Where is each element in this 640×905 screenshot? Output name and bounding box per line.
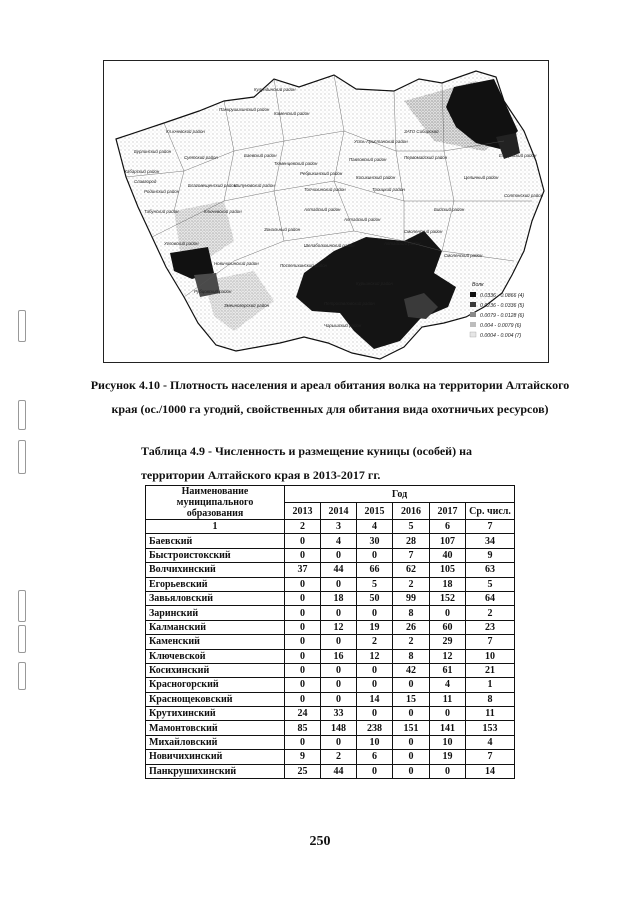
table-row xyxy=(146,534,515,548)
table-row xyxy=(146,750,515,764)
population-value: 7 xyxy=(466,635,515,649)
table-row xyxy=(146,707,515,721)
population-value: 0 xyxy=(285,534,321,548)
population-value: 0 xyxy=(321,577,357,591)
svg-text:Алтайский район: Алтайский район xyxy=(304,207,341,212)
municipality-name: Красногорский xyxy=(146,678,285,692)
population-value: 64 xyxy=(466,591,515,605)
svg-text:Кл.ючевской район: Кл.ючевской район xyxy=(166,129,205,134)
population-value: 4 xyxy=(321,534,357,548)
population-value: 0 xyxy=(393,750,430,764)
population-value: 9 xyxy=(466,548,515,562)
population-value: 5 xyxy=(466,577,515,591)
population-value: 141 xyxy=(430,721,466,735)
population-value: 0 xyxy=(285,548,321,562)
population-value: 21 xyxy=(466,663,515,677)
svg-text:Поспелихинский район: Поспелихинский район xyxy=(280,263,328,268)
figure-caption-line1: Рисунок 4.10 - Плотность населения и ареал обитания волка на территории Алтайского xyxy=(90,378,570,392)
municipality-name: Каменский xyxy=(146,635,285,649)
population-value: 2 xyxy=(357,635,393,649)
col-average: Ср. числ. xyxy=(466,503,515,520)
margin-mark xyxy=(18,400,26,430)
population-value: 2 xyxy=(393,577,430,591)
marten-population-table xyxy=(145,485,515,779)
population-value: 19 xyxy=(357,620,393,634)
table-body xyxy=(146,534,515,779)
table-row xyxy=(146,606,515,620)
municipality-name: Косихинский xyxy=(146,663,285,677)
population-value: 0 xyxy=(285,591,321,605)
legend-swatch-1 xyxy=(470,292,476,297)
table-row xyxy=(146,721,515,735)
population-value: 18 xyxy=(430,577,466,591)
svg-text:Целинный район: Целинный район xyxy=(464,175,499,180)
population-value: 44 xyxy=(321,563,357,577)
population-value: 23 xyxy=(466,620,515,634)
population-value: 238 xyxy=(357,721,393,735)
svg-text:Рубцовский район: Рубцовский район xyxy=(194,289,232,294)
table-row xyxy=(146,591,515,605)
legend-swatch-5 xyxy=(470,332,476,337)
legend-swatch-3 xyxy=(470,312,476,317)
population-value: 24 xyxy=(285,707,321,721)
col-2017: 2017 xyxy=(430,503,466,520)
svg-text:Ключевской район: Ключевской район xyxy=(204,209,242,214)
population-value: 11 xyxy=(430,692,466,706)
svg-text:Табунский район: Табунский район xyxy=(144,209,179,214)
svg-text:Змеиногорский район: Змеиногорский район xyxy=(224,303,270,308)
population-value: 0 xyxy=(285,577,321,591)
population-value: 105 xyxy=(430,563,466,577)
legend-label-3: 0.0079 - 0.0128 (6) xyxy=(480,313,525,319)
population-value: 14 xyxy=(466,764,515,778)
index-cell: 6 xyxy=(430,520,466,534)
table-row xyxy=(146,563,515,577)
population-value: 0 xyxy=(393,678,430,692)
index-row xyxy=(146,520,515,534)
population-value: 0 xyxy=(321,663,357,677)
table-title xyxy=(141,439,561,487)
population-value: 10 xyxy=(466,649,515,663)
svg-text:Алтайский район: Алтайский район xyxy=(384,241,421,246)
municipality-name: Михайловский xyxy=(146,735,285,749)
population-value: 0 xyxy=(321,606,357,620)
municipality-name: Мамонтовский xyxy=(146,721,285,735)
margin-mark xyxy=(18,662,26,690)
svg-text:Новичихинский район: Новичихинский район xyxy=(214,261,259,266)
svg-text:Суетский район: Суетский район xyxy=(184,155,218,160)
population-value: 148 xyxy=(321,721,357,735)
population-value: 2 xyxy=(466,606,515,620)
col-2013: 2013 xyxy=(285,503,321,520)
svg-text:Смоленский район: Смоленский район xyxy=(444,253,483,258)
population-value: 0 xyxy=(321,735,357,749)
population-value: 9 xyxy=(285,750,321,764)
population-value: 0 xyxy=(357,678,393,692)
svg-text:Каменский район: Каменский район xyxy=(274,111,310,116)
population-value: 0 xyxy=(285,678,321,692)
svg-text:ЗАТО Сибирский: ЗАТО Сибирский xyxy=(404,129,439,134)
index-cell: 1 xyxy=(146,520,285,534)
population-value: 2 xyxy=(393,635,430,649)
population-value: 0 xyxy=(357,707,393,721)
population-value: 8 xyxy=(466,692,515,706)
legend-label-5: 0.0004 - 0.004 (7) xyxy=(480,333,522,339)
table-row xyxy=(146,692,515,706)
margin-mark xyxy=(18,440,26,474)
table-row xyxy=(146,548,515,562)
svg-text:Родинский район: Родинский район xyxy=(144,189,180,194)
svg-text:Павловский район: Павловский район xyxy=(349,157,387,162)
population-value: 16 xyxy=(321,649,357,663)
svg-text:Угловский район: Угловский район xyxy=(164,241,199,246)
population-value: 85 xyxy=(285,721,321,735)
svg-text:Троицкий район: Троицкий район xyxy=(372,187,405,192)
population-value: 0 xyxy=(430,764,466,778)
population-value: 0 xyxy=(393,764,430,778)
svg-text:Зональный район: Зональный район xyxy=(264,227,301,232)
svg-text:Косихинский район: Косихинский район xyxy=(356,175,396,180)
population-value: 0 xyxy=(357,764,393,778)
svg-text:Смоленский район: Смоленский район xyxy=(404,229,443,234)
population-value: 0 xyxy=(285,620,321,634)
table-row xyxy=(146,635,515,649)
municipality-name: Новичихинский xyxy=(146,750,285,764)
population-value: 44 xyxy=(321,764,357,778)
municipality-name: Крутихинский xyxy=(146,707,285,721)
population-value: 99 xyxy=(393,591,430,605)
population-value: 4 xyxy=(430,678,466,692)
header-municipality: Наименование муниципального образования xyxy=(146,486,285,520)
population-value: 0 xyxy=(321,548,357,562)
figure-caption-line2: края (ос./1000 га угодий, свойственных для обитания вида охотничьих ресурсов) xyxy=(111,402,549,416)
municipality-name: Краснощековский xyxy=(146,692,285,706)
margin-mark xyxy=(18,590,26,622)
margin-mark xyxy=(18,625,26,653)
svg-text:Шелаболихинский район: Шелаболихинский район xyxy=(304,243,355,248)
legend-label-4: 0.004 - 0.0079 (6) xyxy=(480,323,522,329)
table-row xyxy=(146,663,515,677)
svg-text:Топчихинский район: Топчихинский район xyxy=(304,187,346,192)
svg-text:Ребрихинский район: Ребрихинский район xyxy=(300,171,343,176)
index-cell: 5 xyxy=(393,520,430,534)
population-value: 8 xyxy=(393,649,430,663)
population-value: 12 xyxy=(357,649,393,663)
population-value: 28 xyxy=(393,534,430,548)
municipality-name: Баевский xyxy=(146,534,285,548)
svg-text:Бийский район: Бийский район xyxy=(434,207,465,212)
svg-text:Хабарский район: Хабарский район xyxy=(124,169,160,174)
svg-text:Алтайский район: Алтайский район xyxy=(344,217,381,222)
svg-text:Первомайский район: Первомайский район xyxy=(404,155,448,160)
population-value: 2 xyxy=(321,750,357,764)
table-row xyxy=(146,735,515,749)
municipality-name: Завьяловский xyxy=(146,591,285,605)
table-row xyxy=(146,649,515,663)
population-value: 0 xyxy=(285,663,321,677)
svg-text:Солтонский район: Солтонский район xyxy=(504,193,544,198)
population-value: 30 xyxy=(357,534,393,548)
population-value: 10 xyxy=(357,735,393,749)
wolf-density-map xyxy=(103,60,549,363)
municipality-name: Быстроистокский xyxy=(146,548,285,562)
svg-text:Усть-Пристанский район: Усть-Пристанский район xyxy=(354,139,408,144)
population-value: 0 xyxy=(393,735,430,749)
header-year: Год xyxy=(285,486,515,503)
population-value: 4 xyxy=(466,735,515,749)
svg-text:Бурлинский район: Бурлинский район xyxy=(134,149,172,154)
svg-text:Курьинский район: Курьинский район xyxy=(356,281,393,286)
population-value: 8 xyxy=(393,606,430,620)
svg-text:Панкрушихинский район: Панкрушихинский район xyxy=(219,107,270,112)
population-value: 0 xyxy=(321,692,357,706)
population-value: 29 xyxy=(430,635,466,649)
table-title-line1: Таблица 4.9 - Численность и размещение куницы (особей) на xyxy=(141,444,472,458)
svg-text:Ельцовский район: Ельцовский район xyxy=(499,153,537,158)
population-value: 0 xyxy=(285,606,321,620)
population-value: 26 xyxy=(393,620,430,634)
index-cell: 4 xyxy=(357,520,393,534)
svg-text:Славгород: Славгород xyxy=(134,179,157,184)
population-value: 12 xyxy=(430,649,466,663)
population-value: 153 xyxy=(466,721,515,735)
population-value: 0 xyxy=(430,606,466,620)
svg-text:Тюменцевский район: Тюменцевский район xyxy=(274,161,318,166)
col-2014: 2014 xyxy=(321,503,357,520)
population-value: 0 xyxy=(285,635,321,649)
legend-swatch-4 xyxy=(470,322,476,327)
figure-caption xyxy=(80,373,580,421)
population-value: 0 xyxy=(357,606,393,620)
population-value: 7 xyxy=(393,548,430,562)
municipality-name: Волчихинский xyxy=(146,563,285,577)
population-value: 7 xyxy=(466,750,515,764)
table-row xyxy=(146,764,515,778)
svg-text:Чарышский район: Чарышский район xyxy=(324,323,362,328)
population-value: 0 xyxy=(285,692,321,706)
population-value: 5 xyxy=(357,577,393,591)
legend-label-1: 0.0336 - 0.0866 (4) xyxy=(480,293,525,299)
page-number: 250 xyxy=(309,834,331,849)
index-cell: 3 xyxy=(321,520,357,534)
population-value: 0 xyxy=(321,635,357,649)
municipality-name: Ключевской xyxy=(146,649,285,663)
population-value: 6 xyxy=(357,750,393,764)
svg-text:Благовещенский район: Благовещенский район xyxy=(188,183,237,188)
population-value: 18 xyxy=(321,591,357,605)
svg-text:Петропавловский район: Петропавловский район xyxy=(324,301,375,306)
population-value: 34 xyxy=(466,534,515,548)
index-cell: 7 xyxy=(466,520,515,534)
population-value: 0 xyxy=(321,678,357,692)
population-value: 152 xyxy=(430,591,466,605)
population-value: 0 xyxy=(393,707,430,721)
legend-title: Волк xyxy=(472,282,484,288)
population-value: 0 xyxy=(357,548,393,562)
population-value: 62 xyxy=(393,563,430,577)
population-value: 42 xyxy=(393,663,430,677)
table-row xyxy=(146,577,515,591)
population-value: 12 xyxy=(321,620,357,634)
svg-text:Баевский район: Баевский район xyxy=(244,153,277,158)
index-cell: 2 xyxy=(285,520,321,534)
municipality-name: Панкрушихинский xyxy=(146,764,285,778)
population-value: 15 xyxy=(393,692,430,706)
population-value: 60 xyxy=(430,620,466,634)
svg-text:Кулундинский район: Кулундинский район xyxy=(254,87,296,92)
scan-margin-marks xyxy=(12,290,32,690)
legend-swatch-2 xyxy=(470,302,476,307)
population-value: 10 xyxy=(430,735,466,749)
population-value: 66 xyxy=(357,563,393,577)
population-value: 0 xyxy=(430,707,466,721)
population-value: 11 xyxy=(466,707,515,721)
table-row xyxy=(146,620,515,634)
map-drawing xyxy=(104,61,549,363)
population-value: 63 xyxy=(466,563,515,577)
population-value: 19 xyxy=(430,750,466,764)
population-value: 33 xyxy=(321,707,357,721)
municipality-name: Егорьевский xyxy=(146,577,285,591)
population-value: 1 xyxy=(466,678,515,692)
population-value: 14 xyxy=(357,692,393,706)
col-2015: 2015 xyxy=(357,503,393,520)
population-value: 25 xyxy=(285,764,321,778)
population-value: 50 xyxy=(357,591,393,605)
municipality-name: Калманский xyxy=(146,620,285,634)
svg-text:Шипуновский район: Шипуновский район xyxy=(234,183,275,188)
table-title-line2: территории Алтайского края в 2013-2017 гг. xyxy=(141,468,381,482)
population-value: 151 xyxy=(393,721,430,735)
population-value: 0 xyxy=(357,663,393,677)
table-row xyxy=(146,678,515,692)
municipality-name: Заринский xyxy=(146,606,285,620)
population-value: 107 xyxy=(430,534,466,548)
population-value: 0 xyxy=(285,649,321,663)
population-value: 0 xyxy=(285,735,321,749)
col-2016: 2016 xyxy=(393,503,430,520)
legend-label-2: 0.0236 - 0.0336 (5) xyxy=(480,303,525,309)
population-value: 40 xyxy=(430,548,466,562)
margin-mark xyxy=(18,310,26,342)
population-value: 61 xyxy=(430,663,466,677)
population-value: 37 xyxy=(285,563,321,577)
